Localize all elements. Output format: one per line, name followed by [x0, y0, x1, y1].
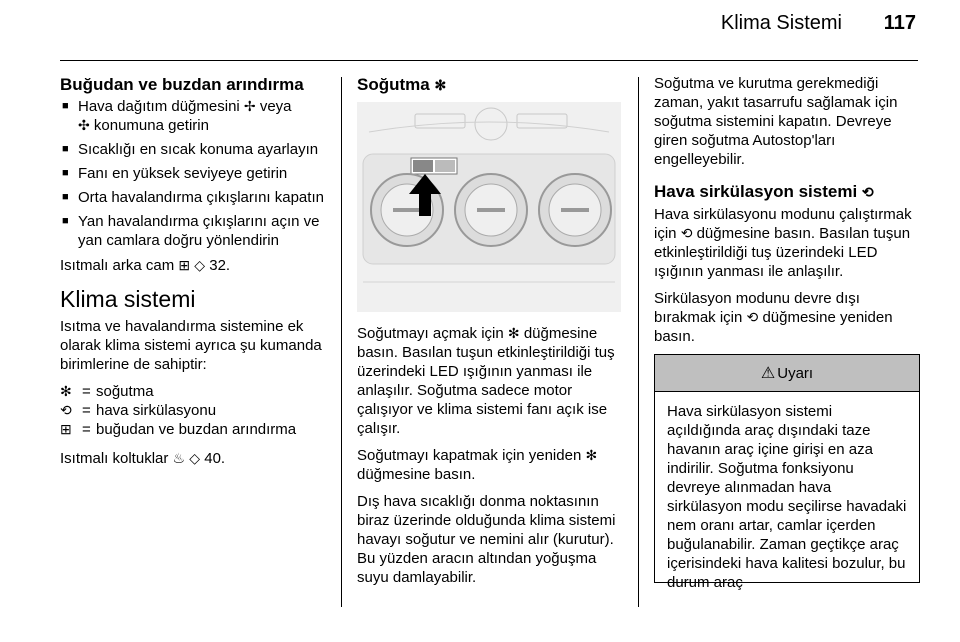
header-rule [60, 60, 918, 61]
defog-steps [60, 97, 330, 250]
list-item: ■ Sıcaklığı en sıcak konuma ayarlayın [62, 141, 319, 158]
heated-seat-icon: ♨ [172, 450, 186, 466]
warning-header [655, 355, 919, 392]
recirculation-icon: ⟲ [746, 309, 759, 325]
bullet-icon: ■ [62, 100, 69, 112]
rear-defrost-icon: ⊞ [178, 257, 191, 273]
section-heading-defog: Buğudan ve buzdan arındırma [60, 75, 304, 94]
list-item: ■ Orta havalandırma çıkışlarını kapatın [62, 189, 324, 206]
cooling-icon: ✻ [60, 383, 72, 399]
bullet-icon: ■ [62, 215, 69, 227]
rear-defrost-icon: ⊞ [60, 421, 72, 437]
section-heading-klima: Klima sistemi [60, 286, 196, 312]
warning-body: Hava sirkülasyon sistemi açıldığında araç dışındaki taze havanın araç içine girişi en aza indirilir. Soğutma fonksiyonu devreye alınmadan hava sirkülasyon modu seçilirse havadaki nem oranı artar, camlar içerden buğulanabilir. Zaman geçtikçe araç içerisindeki hava kalitesi bozulur, bu durum araç [667, 403, 907, 591]
rear-window-ref: Isıtmalı arka cam ⊞ ◇ 32. [60, 257, 231, 274]
column-divider-2 [638, 77, 639, 607]
column-3 [654, 74, 922, 591]
symbol-definitions [60, 382, 330, 439]
cooling-on-text: Soğutmayı açmak için ✻ düğmesine basın. Basılan tuşun etkinleştirildiği tuş üzerindeki LED ışığının yanması ile anlaşılır. Soğutma sadece motor çalışıyor ve klima sistemi fanı açık ise çalışır. [357, 325, 615, 437]
climate-control-figure [357, 102, 621, 312]
section-heading-cooling: Soğutma ✻ [357, 75, 447, 94]
cooling-icon: ✻ [507, 325, 520, 341]
bullet-icon: ■ [62, 191, 69, 203]
recirc-off-text: Sirkülasyon modunu devre dışı bırakmak için ⟲ düğmesine yeniden basın. [654, 290, 893, 345]
condensation-text: Dış hava sıcaklığı donma noktasının biraz üzerinde olduğunda klima sistemi havayı soğutur ve nemini alır (kurutur). Bu yüzden aracın altından yoğuşma suyu damlayabilir. [357, 493, 616, 586]
recirc-on-text: Hava sirkülasyonu modunu çalıştırmak için ⟲ düğmesine basın. Basılan tuşun etkinleştirildiği tuş üzerindeki LED ışığının yanması ile anlaşılır. [654, 206, 912, 280]
section-heading-recirculation: Hava sirkülasyon sistemi ⟲ [654, 182, 874, 201]
recirculation-icon: ⟲ [680, 225, 693, 241]
warning-icon: ⚠ [760, 364, 776, 382]
fuel-saving-text: Soğutma ve kurutma gerekmediği zaman, yakıt tasarrufu sağlamak için soğutma sistemini kapatın. Devreye giren soğutma Autostop'ları engelleyebilir. [654, 75, 898, 168]
cooling-icon: ✻ [434, 77, 447, 93]
bullet-icon: ■ [62, 167, 69, 179]
control-panel-illustration [357, 102, 621, 312]
defrost-floor-icon: ✣ [78, 117, 90, 133]
column-1 [60, 74, 330, 476]
klima-intro: Isıtma ve havalandırma sistemine ek olarak klima sistemi ayrıca şu kumanda birimlerine de sahiptir: [60, 318, 322, 373]
page-ref-link[interactable]: 32. [209, 257, 231, 274]
header-title: Klima Sistemi [720, 12, 842, 34]
page-header [0, 0, 960, 60]
heated-seats-ref: Isıtmalı koltuklar ♨ ◇ 40. [60, 450, 226, 467]
distribution-knob [539, 174, 611, 246]
column-divider-1 [341, 77, 342, 607]
page-ref-icon: ◇ [194, 257, 206, 273]
cooling-icon: ✻ [585, 447, 598, 463]
column-2 [357, 74, 627, 595]
list-item: ■ Fanı en yüksek seviyeye getirin [62, 165, 288, 182]
page-number: 117 [883, 12, 916, 34]
definition-row: ⊞ = buğudan ve buzdan arındırma [60, 421, 297, 438]
recirculation-icon: ⟲ [861, 184, 874, 200]
recirculation-icon: ⟲ [60, 402, 72, 418]
fan-knob [455, 174, 527, 246]
list-item: ■ Hava dağıtım düğmesini ✢ veya ✣ konumuna getirin [62, 98, 292, 134]
warning-title: Uyarı [777, 364, 814, 382]
page-ref-link[interactable]: 40. [204, 450, 226, 467]
warning-box [654, 354, 920, 591]
definition-row: ✻ = soğutma [60, 383, 154, 400]
defrost-windshield-icon: ✢ [243, 98, 256, 114]
page-ref-icon: ◇ [189, 450, 201, 466]
bullet-icon: ■ [62, 143, 69, 155]
list-item: ■ Yan havalandırma çıkışlarını açın ve yan camlara doğru yönlendirin [62, 213, 320, 249]
cooling-off-text: Soğutmayı kapatmak için yeniden ✻ düğmesine basın. [357, 447, 598, 483]
definition-row: ⟲ = hava sirkülasyonu [60, 402, 217, 419]
